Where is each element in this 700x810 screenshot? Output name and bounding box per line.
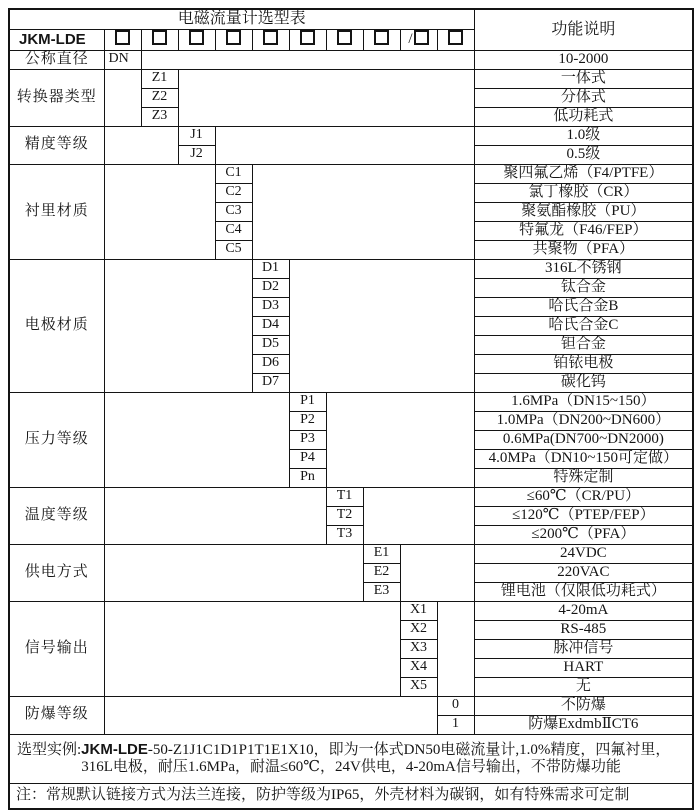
code-cell: P1 <box>289 392 326 411</box>
spacer-cell <box>104 601 400 696</box>
code-cell: D2 <box>252 278 289 297</box>
code-cell: X5 <box>400 677 437 696</box>
spacer-cell <box>178 69 474 126</box>
checkbox-cell <box>215 29 252 50</box>
code-cell: 1 <box>437 715 474 734</box>
category-label: 电极材质 <box>9 259 104 392</box>
desc-cell: 316L不锈钢 <box>474 259 693 278</box>
code-cell: Z2 <box>141 88 178 107</box>
desc-cell: 锂电池（仅限低功耗式） <box>474 582 693 601</box>
desc-cell: 24VDC <box>474 544 693 563</box>
desc-cell: 1.6MPa（DN15~150） <box>474 392 693 411</box>
checkbox-cell <box>178 29 215 50</box>
desc-cell: 10-2000 <box>474 50 693 69</box>
desc-cell: 220VAC <box>474 563 693 582</box>
category-label: 信号输出 <box>9 601 104 696</box>
category-label: 防爆等级 <box>9 696 104 734</box>
checkbox-icon <box>115 30 130 45</box>
desc-cell: 4.0MPa（DN10~150可定做） <box>474 449 693 468</box>
code-cell: DN <box>104 50 141 69</box>
code-cell: T2 <box>326 506 363 525</box>
desc-cell: 钽合金 <box>474 335 693 354</box>
checkbox-icon <box>374 30 389 45</box>
code-cell: X2 <box>400 620 437 639</box>
desc-cell: 低功耗式 <box>474 107 693 126</box>
example-line2: 316L电极，耐压1.6MPa，耐温≤60℃，24V供电，4-20mA信号输出，不带防爆功能 <box>81 759 621 775</box>
desc-cell: 聚四氟乙烯（F4/PTFE） <box>474 164 693 183</box>
desc-cell: ≤60℃（CR/PU） <box>474 487 693 506</box>
code-cell: T1 <box>326 487 363 506</box>
desc-cell: 哈氏合金B <box>474 297 693 316</box>
code-cell: X3 <box>400 639 437 658</box>
desc-cell: 不防爆 <box>474 696 693 715</box>
selection-example <box>9 734 693 783</box>
desc-cell: 脉冲信号 <box>474 639 693 658</box>
checkbox-icon <box>448 30 463 45</box>
desc-cell: 1.0级 <box>474 126 693 145</box>
checkbox-icon <box>263 30 278 45</box>
code-cell: J2 <box>178 145 215 164</box>
checkbox-cell-slash <box>400 29 437 50</box>
desc-cell: 1.0MPa（DN200~DN600） <box>474 411 693 430</box>
desc-cell: 碳化钨 <box>474 373 693 392</box>
spacer-cell <box>104 259 252 392</box>
checkbox-icon <box>300 30 315 45</box>
desc-cell: 0.5级 <box>474 145 693 164</box>
spacer-cell <box>104 392 289 487</box>
spacer-cell <box>104 126 178 164</box>
code-cell: C4 <box>215 221 252 240</box>
example-line1-rest: -50-Z1J1C1D1P1T1E1X10，即为一体式DN50电磁流量计,1.0%精度，四氟衬里， <box>147 741 671 758</box>
code-cell: E2 <box>363 563 400 582</box>
category-label: 衬里材质 <box>9 164 104 259</box>
spacer-cell <box>141 50 474 69</box>
spacer-cell <box>104 69 141 126</box>
code-cell: C2 <box>215 183 252 202</box>
checkbox-cell <box>326 29 363 50</box>
desc-cell: 防爆ExdmbⅡCT6 <box>474 715 693 734</box>
desc-cell: 特殊定制 <box>474 468 693 487</box>
spacer-cell <box>215 126 474 164</box>
code-cell: C3 <box>215 202 252 221</box>
desc-cell: 聚氨酯橡胶（PU） <box>474 202 693 221</box>
spacer-cell <box>104 487 326 544</box>
code-cell: X4 <box>400 658 437 677</box>
category-label: 精度等级 <box>9 126 104 164</box>
category-label: 温度等级 <box>9 487 104 544</box>
code-cell: Z3 <box>141 107 178 126</box>
checkbox-icon <box>189 30 204 45</box>
example-line1 <box>14 741 688 759</box>
desc-cell: RS-485 <box>474 620 693 639</box>
code-cell: 0 <box>437 696 474 715</box>
desc-cell: 一体式 <box>474 69 693 88</box>
code-cell: C5 <box>215 240 252 259</box>
desc-cell: 特氟龙（F46/FEP） <box>474 221 693 240</box>
example-model: JKM-LDE <box>81 740 148 758</box>
checkbox-cell <box>252 29 289 50</box>
spacer-cell <box>289 259 474 392</box>
model-code: JKM-LDE <box>9 29 104 50</box>
selection-table <box>8 8 694 810</box>
slash-separator: / <box>408 31 413 48</box>
code-cell: E3 <box>363 582 400 601</box>
desc-cell: 无 <box>474 677 693 696</box>
checkbox-icon <box>337 30 352 45</box>
desc-cell: HART <box>474 658 693 677</box>
code-cell: D1 <box>252 259 289 278</box>
spacer-cell <box>104 164 215 259</box>
code-cell: T3 <box>326 525 363 544</box>
spacer-cell <box>363 487 474 544</box>
table-title: 电磁流量计选型表 <box>9 9 474 29</box>
code-cell: Z1 <box>141 69 178 88</box>
spacer-cell <box>400 544 474 601</box>
spacer-cell <box>104 544 363 601</box>
desc-cell: 共聚物（PFA） <box>474 240 693 259</box>
desc-cell: 哈氏合金C <box>474 316 693 335</box>
code-cell: Pn <box>289 468 326 487</box>
desc-cell: 铂铱电极 <box>474 354 693 373</box>
code-cell: D4 <box>252 316 289 335</box>
code-cell: P2 <box>289 411 326 430</box>
checkbox-icon <box>152 30 167 45</box>
checkbox-cell <box>141 29 178 50</box>
category-label: 公称直径 <box>9 50 104 69</box>
code-cell: D3 <box>252 297 289 316</box>
desc-cell: 分体式 <box>474 88 693 107</box>
checkbox-cell <box>363 29 400 50</box>
code-cell: X1 <box>400 601 437 620</box>
checkbox-icon <box>414 30 429 45</box>
spacer-cell <box>252 164 474 259</box>
desc-cell: 4-20mA <box>474 601 693 620</box>
code-cell: P4 <box>289 449 326 468</box>
code-cell: D6 <box>252 354 289 373</box>
category-label: 压力等级 <box>9 392 104 487</box>
example-prefix: 选型实例: <box>17 741 82 758</box>
footnote: 注：常规默认链接方式为法兰连接，防护等级为IP65，外壳材料为碳钢，如有特殊需求可定制 <box>9 783 693 809</box>
spacer-cell <box>326 392 474 487</box>
code-cell: D5 <box>252 335 289 354</box>
desc-cell: 氯丁橡胶（CR） <box>474 183 693 202</box>
desc-cell: 0.6MPa(DN700~DN2000) <box>474 430 693 449</box>
category-label: 供电方式 <box>9 544 104 601</box>
code-cell: J1 <box>178 126 215 145</box>
desc-cell: ≤120℃（PTEP/FEP） <box>474 506 693 525</box>
desc-cell: ≤200℃（PFA） <box>474 525 693 544</box>
code-cell: D7 <box>252 373 289 392</box>
code-cell: P3 <box>289 430 326 449</box>
spacer-cell <box>104 696 437 734</box>
code-cell: C1 <box>215 164 252 183</box>
checkbox-cell <box>437 29 474 50</box>
spacer-cell <box>437 601 474 696</box>
checkbox-cell <box>289 29 326 50</box>
checkbox-cell <box>104 29 141 50</box>
function-column-header: 功能说明 <box>474 9 693 50</box>
category-label: 转换器类型 <box>9 69 104 126</box>
code-cell: E1 <box>363 544 400 563</box>
checkbox-icon <box>226 30 241 45</box>
desc-cell: 钛合金 <box>474 278 693 297</box>
